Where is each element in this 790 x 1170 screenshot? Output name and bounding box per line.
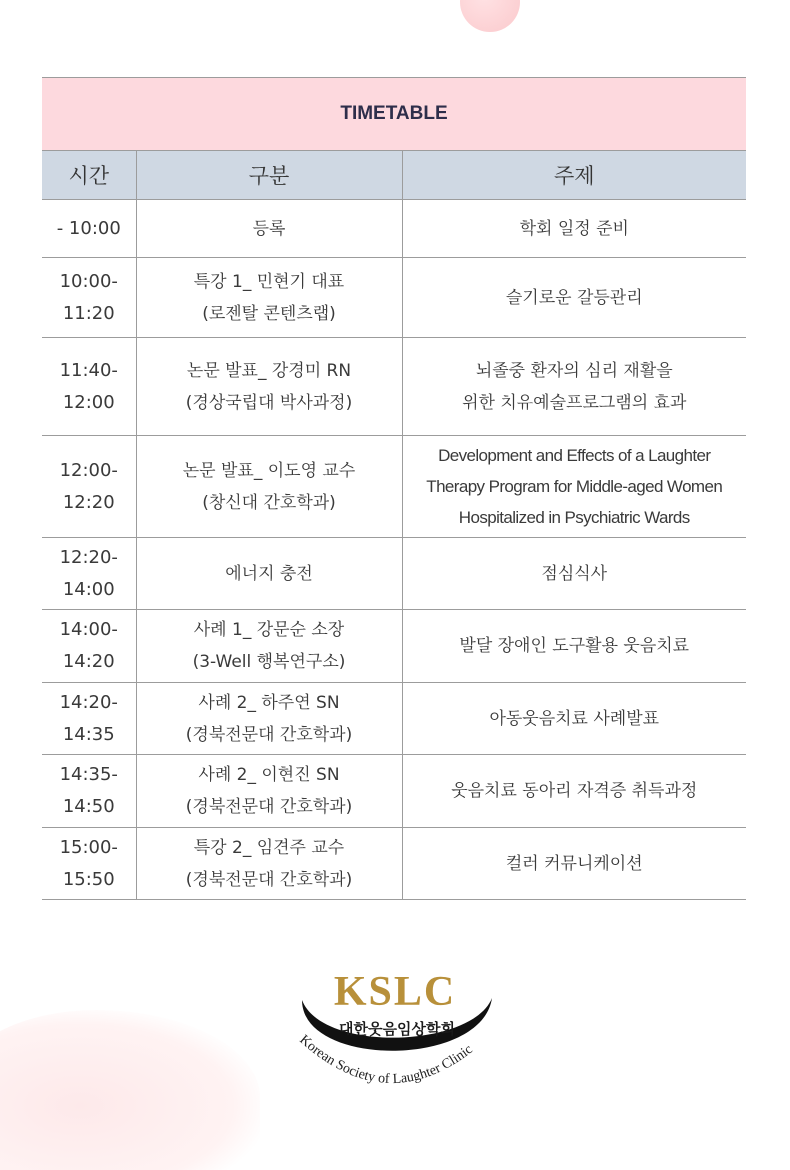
category-cell xyxy=(136,338,402,436)
time-cell xyxy=(42,436,136,538)
logo-english-name: Korean Society of Laughter Clinic xyxy=(296,1032,476,1088)
time-cell-line: 14:20 xyxy=(62,651,115,672)
time-cell-line: 11:20 xyxy=(62,302,115,324)
category-cell-line: (경북전문대 간호학과) xyxy=(185,724,353,745)
table-row xyxy=(42,436,746,538)
timetable xyxy=(42,77,746,900)
topic-cell-line: 발달 장애인 도구활용 웃음치료 xyxy=(459,636,690,656)
topic-cell-line: 슬기로운 갈등관리 xyxy=(505,287,643,308)
time-cell-line: 12:20 xyxy=(62,491,115,513)
table-row xyxy=(42,258,746,338)
table-row xyxy=(42,683,746,755)
time-cell-line: 14:00- xyxy=(59,619,118,640)
table-row xyxy=(42,338,746,436)
time-cell xyxy=(42,200,136,258)
time-cell-line: 15:00- xyxy=(59,836,118,858)
category-cell-line: 사례 2_ 하주연 SN xyxy=(198,692,340,713)
time-cell-line: - 10:00 xyxy=(56,217,121,239)
topic-cell-line: Development and Effects of a Laughter xyxy=(438,446,711,465)
category-cell-line: 사례 1_ 강문순 소장 xyxy=(193,620,345,640)
category-cell xyxy=(136,538,402,610)
topic-cell xyxy=(402,436,746,538)
topic-cell xyxy=(402,258,746,338)
topic-cell-line: Therapy Program for Middle-aged Women xyxy=(426,477,723,496)
table-row xyxy=(42,610,746,683)
topic-cell xyxy=(402,828,746,900)
topic-cell-line: 학회 일정 준비 xyxy=(519,218,629,239)
topic-cell-line: 웃음치료 동아리 자격증 취득과정 xyxy=(451,781,698,801)
table-row xyxy=(42,755,746,828)
category-cell xyxy=(136,200,402,258)
time-cell-line: 14:35 xyxy=(62,723,115,745)
category-cell-line: 등록 xyxy=(252,218,286,239)
time-cell-line: 14:50 xyxy=(62,796,115,817)
category-cell-line: 특강 1_ 민현기 대표 xyxy=(193,271,345,292)
category-cell-line: (창신대 간호학과) xyxy=(202,492,336,513)
kslc-logo xyxy=(292,968,502,1108)
time-cell xyxy=(42,683,136,755)
category-cell-line: (경북전문대 간호학과) xyxy=(185,797,353,817)
topic-cell-line: 점심식사 xyxy=(541,563,608,584)
time-cell-line: 10:00- xyxy=(59,270,118,292)
timetable-title: TIMETABLE xyxy=(42,78,746,151)
category-cell xyxy=(136,828,402,900)
category-cell xyxy=(136,258,402,338)
topic-cell-line: 위한 치유예술프로그램의 효과 xyxy=(462,392,687,413)
time-cell xyxy=(42,755,136,828)
category-cell-line: (3-Well 행복연구소) xyxy=(192,652,346,672)
topic-cell xyxy=(402,610,746,683)
header-time: 시간 xyxy=(42,151,136,200)
category-cell-line: 사례 2_ 이현진 SN xyxy=(198,765,340,785)
time-cell-line: 15:50 xyxy=(62,868,115,890)
decorative-blob-bottom xyxy=(0,1010,260,1170)
time-cell xyxy=(42,538,136,610)
time-cell xyxy=(42,338,136,436)
category-cell xyxy=(136,755,402,828)
decorative-blob-top xyxy=(460,0,520,32)
time-cell xyxy=(42,258,136,338)
table-row xyxy=(42,200,746,258)
time-cell-line: 14:35- xyxy=(59,764,118,785)
time-cell-line: 14:00 xyxy=(62,578,115,600)
topic-cell-line: 컬러 커뮤니케이션 xyxy=(505,853,643,874)
category-cell-line: 논문 발표_ 강경미 RN xyxy=(186,360,352,381)
table-row xyxy=(42,538,746,610)
time-cell-line: 12:00- xyxy=(59,459,118,481)
category-cell-line: 에너지 충전 xyxy=(225,563,313,584)
table-row xyxy=(42,828,746,900)
category-cell-line: (경상국립대 박사과정) xyxy=(185,392,353,413)
category-cell-line: 특강 2_ 임견주 교수 xyxy=(193,837,345,858)
time-cell-line: 12:20- xyxy=(59,546,118,568)
topic-cell xyxy=(402,538,746,610)
time-cell-line: 14:20- xyxy=(59,691,118,713)
category-cell xyxy=(136,436,402,538)
topic-cell xyxy=(402,200,746,258)
time-cell-line: 11:40- xyxy=(59,359,118,381)
time-cell-line: 12:00 xyxy=(62,391,115,413)
timetable-body xyxy=(42,200,746,900)
topic-cell-line: 아동웃음치료 사례발표 xyxy=(489,708,660,729)
category-cell-line: 논문 발표_ 이도영 교수 xyxy=(182,460,356,481)
header-category: 구분 xyxy=(136,151,402,200)
time-cell xyxy=(42,610,136,683)
topic-cell xyxy=(402,683,746,755)
category-cell xyxy=(136,610,402,683)
logo-mark: KSLC xyxy=(333,969,457,1015)
topic-cell-line: Hospitalized in Psychiatric Wards xyxy=(458,508,690,527)
topic-cell xyxy=(402,338,746,436)
category-cell xyxy=(136,683,402,755)
header-topic: 주제 xyxy=(402,151,746,200)
topic-cell xyxy=(402,755,746,828)
category-cell-line: (로젠탈 콘텐츠랩) xyxy=(202,303,336,324)
topic-cell-line: 뇌졸중 환자의 심리 재활을 xyxy=(475,360,673,381)
time-cell xyxy=(42,828,136,900)
logo-korean-name: 대한웃음임상학회 xyxy=(339,1020,455,1038)
category-cell-line: (경북전문대 간호학과) xyxy=(185,869,353,890)
